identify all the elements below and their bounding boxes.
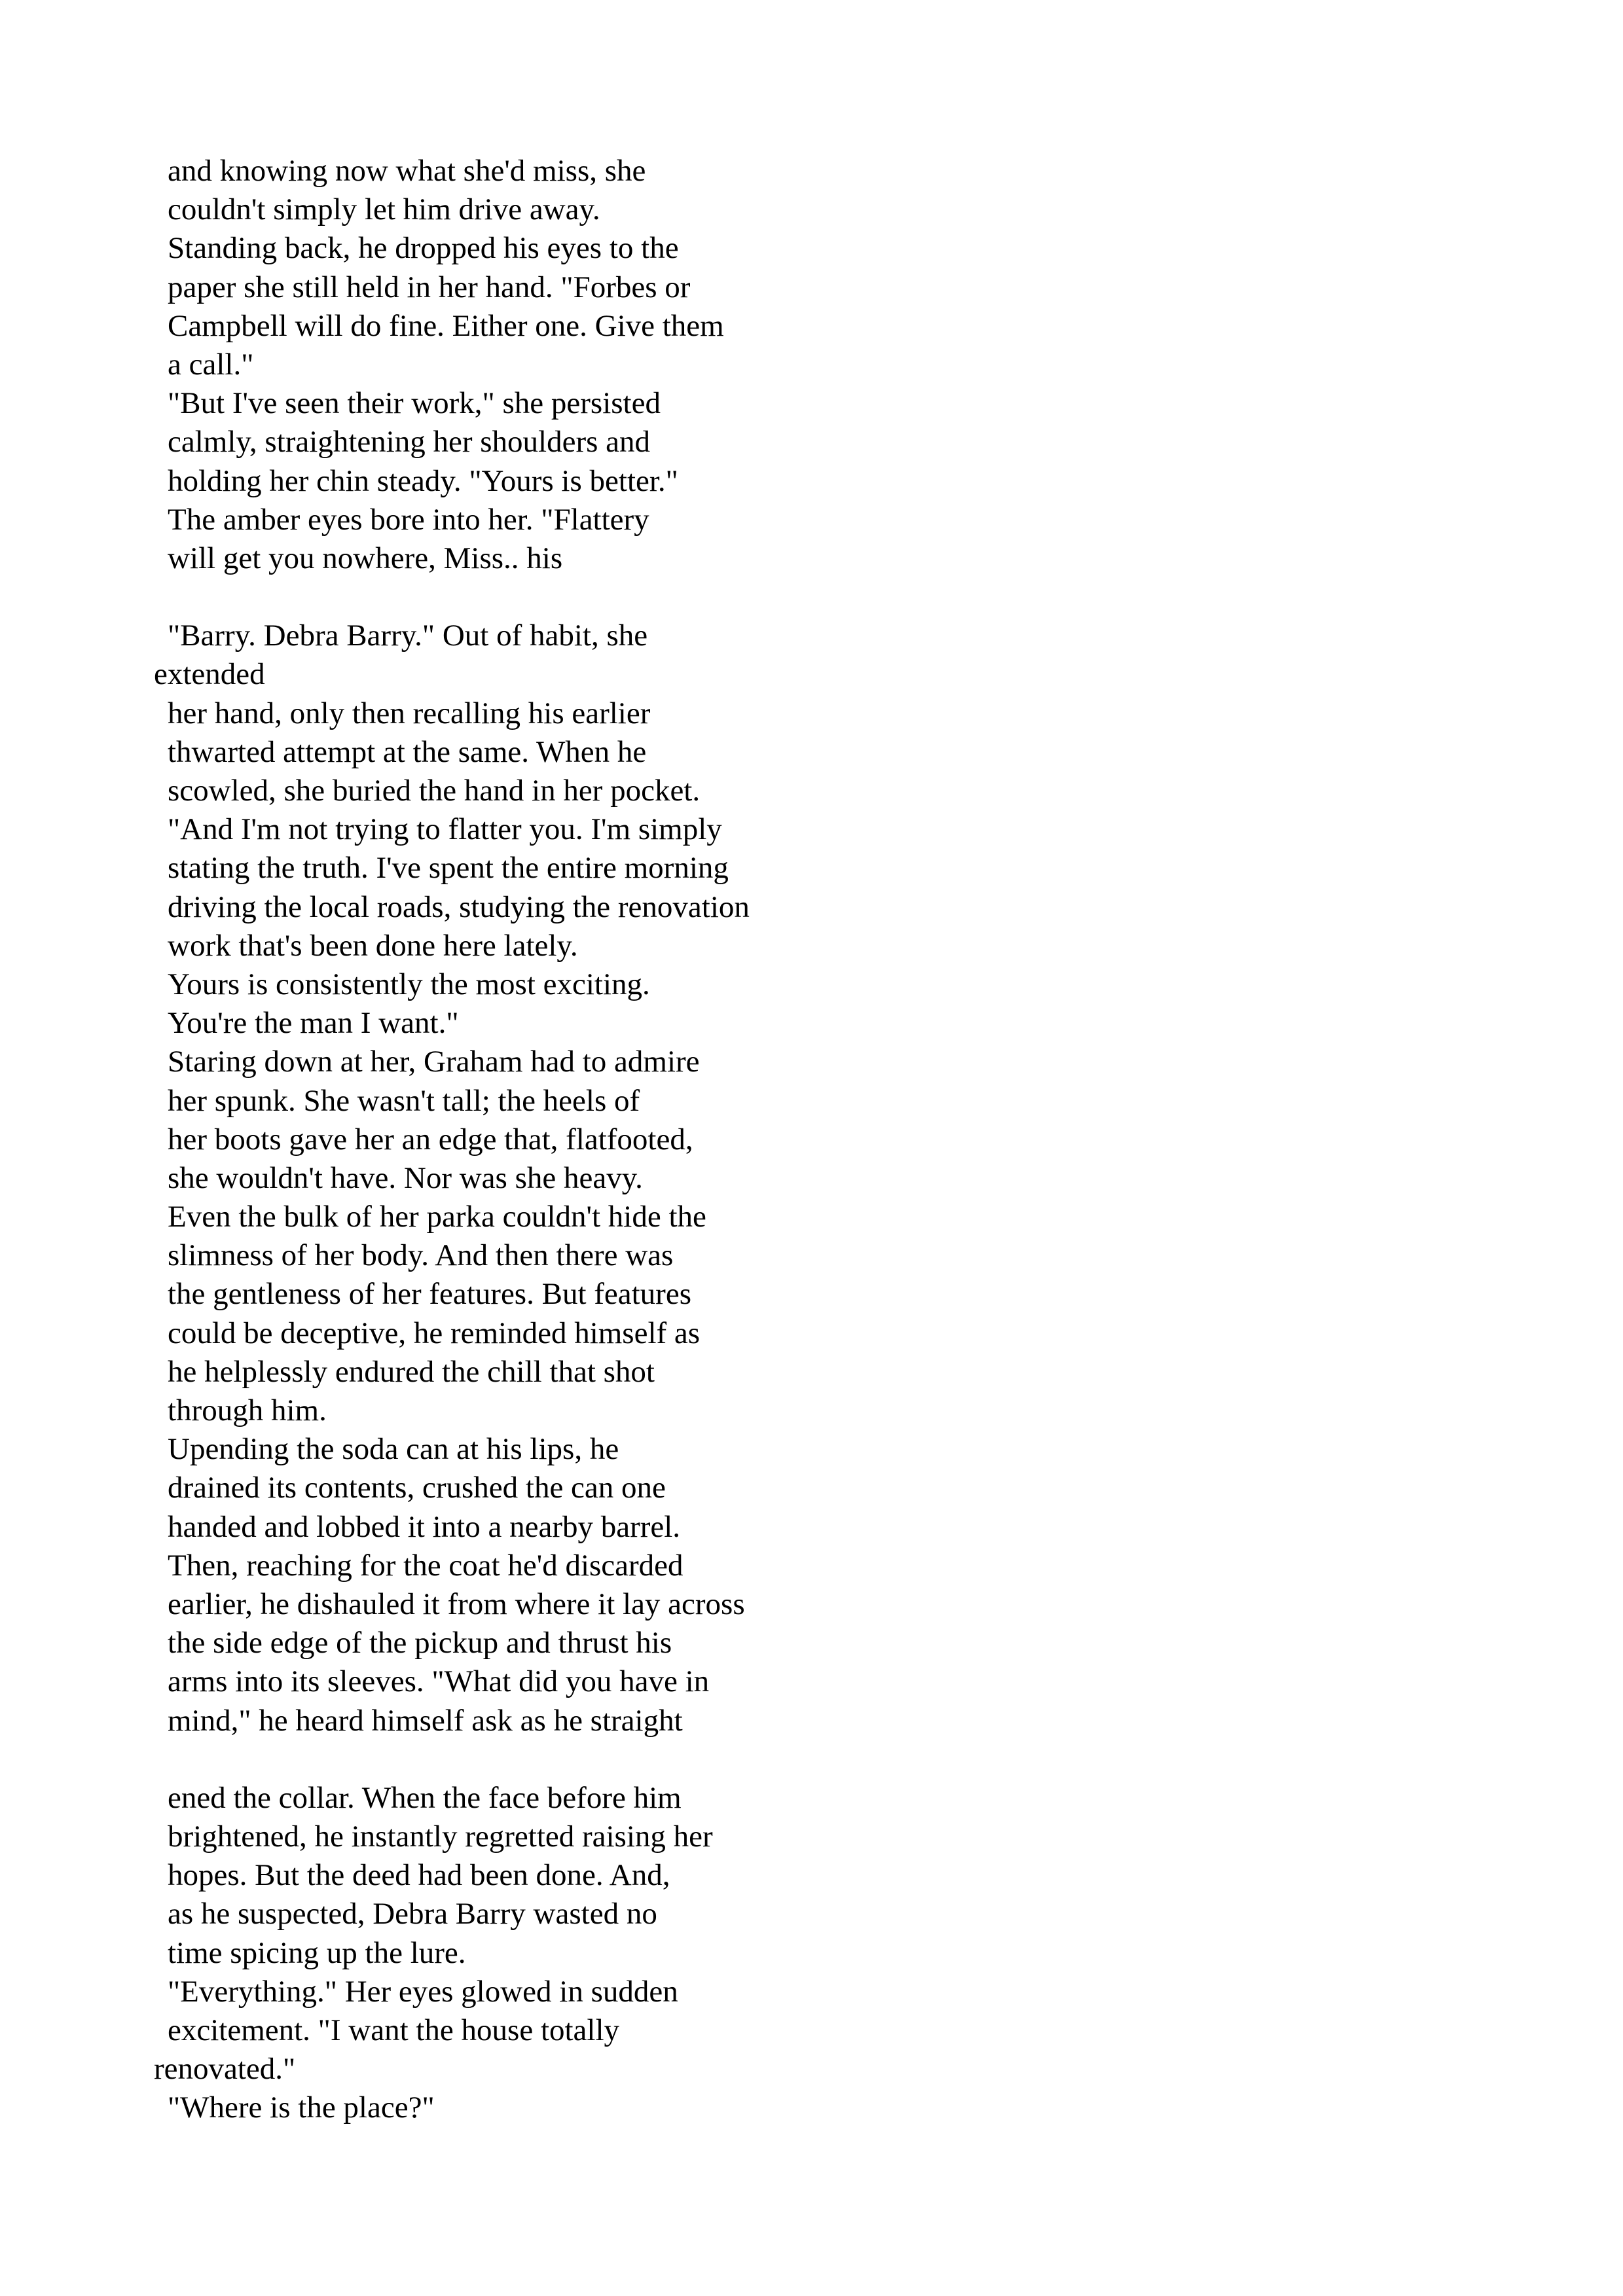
paragraph-break xyxy=(168,1740,1084,1779)
text-line: You're the man I want." xyxy=(168,1006,459,1041)
text-line: extended xyxy=(154,657,265,692)
text-line: her hand, only then recalling his earlier xyxy=(168,696,651,730)
text-line: will get you nowhere, Miss.. his xyxy=(168,541,563,575)
text-line: hopes. But the deed had been done. And, xyxy=(168,1858,670,1893)
text-line: Standing back, he dropped his eyes to the xyxy=(168,231,679,266)
text-line: handed and lobbed it into a nearby barrel. xyxy=(168,1509,681,1544)
text-line: could be deceptive, he reminded himself as xyxy=(168,1316,701,1350)
text-line: driving the local roads, studying the renovation xyxy=(168,889,750,924)
text-line: her spunk. She wasn't tall; the heels of xyxy=(168,1083,640,1118)
text-line: he helplessly endured the chill that shot xyxy=(168,1354,655,1389)
text-line: The amber eyes bore into her. "Flattery xyxy=(168,502,649,537)
text-line: holding her chin steady. "Yours is better." xyxy=(168,463,678,498)
text-line: earlier, he dishauled it from where it lay across xyxy=(168,1587,745,1621)
text-line: Staring down at her, Graham had to admire xyxy=(168,1045,700,1079)
text-line: Then, reaching for the coat he'd discarded xyxy=(168,1548,684,1583)
text-line: "Everything." Her eyes glowed in sudden xyxy=(168,1974,678,2009)
text-line: drained its contents, crushed the can one xyxy=(168,1471,666,1505)
text-line: "And I'm not trying to flatter you. I'm simply xyxy=(168,812,722,847)
text-line: the side edge of the pickup and thrust his xyxy=(168,1626,672,1660)
text-line: paper she still held in her hand. "Forbes or xyxy=(168,270,691,304)
text-line: brightened, he instantly regretted raising her xyxy=(168,1820,713,1854)
text-line: "Barry. Debra Barry." Out of habit, she xyxy=(168,619,648,653)
text-line: time spicing up the lure. xyxy=(168,1935,466,1970)
text-line: and knowing now what she'd miss, she xyxy=(168,154,646,188)
text-line: through him. xyxy=(168,1393,327,1427)
text-line: as he suspected, Debra Barry wasted no xyxy=(168,1897,657,1931)
text-line: Upending the soda can at his lips, he xyxy=(168,1432,619,1467)
text-line: couldn't simply let him drive away. xyxy=(168,192,600,227)
text-line: her boots gave her an edge that, flatfooted, xyxy=(168,1122,693,1157)
text-line: renovated." xyxy=(154,2052,296,2087)
text-line: "Where is the place?" xyxy=(168,2090,435,2125)
text-line: Yours is consistently the most exciting. xyxy=(168,967,650,1001)
text-line: calmly, straightening her shoulders and xyxy=(168,425,651,459)
text-line: work that's been done here lately. xyxy=(168,928,578,963)
text-line: excitement. "I want the house totally xyxy=(168,2013,620,2047)
text-line: the gentleness of her features. But features xyxy=(168,1277,691,1312)
text-line: slimness of her body. And then there was xyxy=(168,1238,674,1273)
book-page-text xyxy=(154,152,1084,2128)
text-line: she wouldn't have. Nor was she heavy. xyxy=(168,1160,643,1195)
text-line: Campbell will do fine. Either one. Give them xyxy=(168,308,724,343)
text-line: scowled, she buried the hand in her pocket. xyxy=(168,774,701,808)
text-line: stating the truth. I've spent the entire morning xyxy=(168,851,729,886)
text-line: arms into its sleeves. "What did you have in xyxy=(168,1664,710,1699)
text-line: Even the bulk of her parka couldn't hide the xyxy=(168,1200,706,1234)
text-line: mind," he heard himself ask as he straight xyxy=(168,1703,683,1738)
paragraph-break xyxy=(168,578,1084,617)
text-line: thwarted attempt at the same. When he xyxy=(168,734,647,769)
text-line: ened the collar. When the face before him xyxy=(168,1780,682,1815)
text-line: "But I've seen their work," she persisted xyxy=(168,386,661,421)
text-line: a call." xyxy=(168,347,254,382)
